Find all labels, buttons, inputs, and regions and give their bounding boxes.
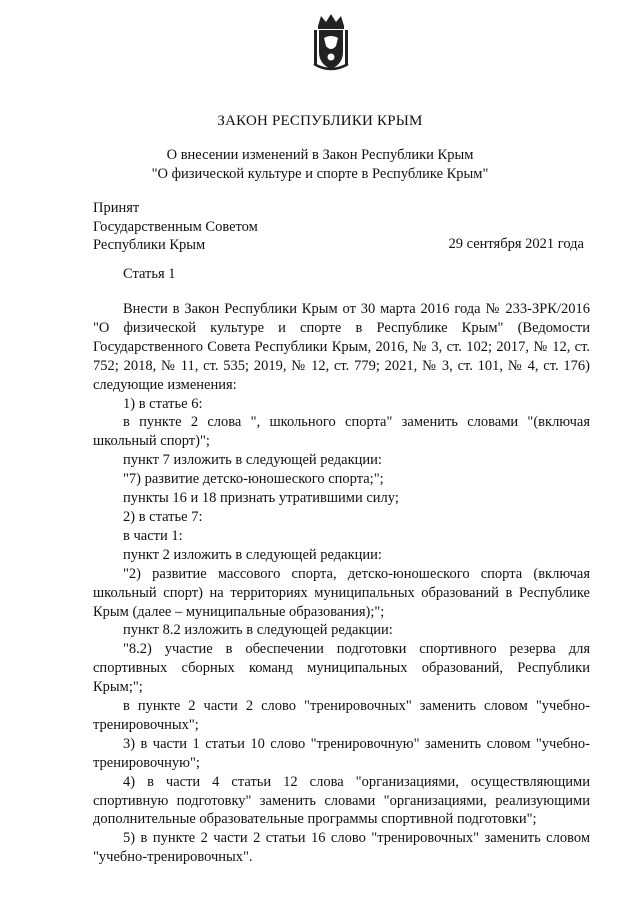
paragraph: 3) в части 1 статьи 10 слово "тренировочную" заменить словом "учебно-тренировочную";: [93, 735, 590, 771]
paragraph: Внести в Закон Республики Крым от 30 марта 2016 года № 233-ЗРК/2016 "О физической культуре и спорте в Республике Крым" (Ведомости Государственного Совета Республики Крым, 2016, № 3, ст. 102; 2017, № 12, ст. 752; 2018, № 11, ст. 535; 2019, № 12, ст. 779; 2021, № 3, ст. 101, № 4, ст. 176) следующие изменения:: [93, 301, 590, 393]
paragraph: в пункте 2 части 2 слово "тренировочных" заменить словом "учебно-тренировочных";: [93, 698, 590, 733]
paragraph: в части 1:: [123, 527, 183, 544]
adoption-line: Государственным Советом: [93, 218, 258, 235]
subtitle-line: О внесении изменений в Закон Республики Крым: [166, 147, 474, 163]
paragraph: "7) развитие детско-юношеского спорта;";: [123, 471, 384, 488]
adoption-line: Принят: [93, 200, 140, 216]
adoption-line: Республики Крым: [93, 237, 206, 253]
adoption-date: 29 сентября 2021 года: [448, 236, 584, 252]
crimea-coat-of-arms-icon: [312, 12, 350, 72]
paragraph: 5) в пункте 2 части 2 статьи 16 слово "тренировочных" заменить словом "учебно-тренировочных".: [93, 830, 590, 866]
subtitle-line: "О физической культуре и спорте в Республике Крым": [151, 166, 489, 182]
article-body: [93, 300, 590, 867]
adoption-block: [93, 199, 258, 255]
paragraph: пункт 2 изложить в следующей редакции:: [123, 546, 382, 563]
paragraph: "8.2) участие в обеспечении подготовки спортивного резерва для спортивных сборных команд муниципальных образований, Республики Крым;";: [93, 641, 590, 696]
paragraph: пункты 16 и 18 признать утратившими силу;: [123, 490, 399, 507]
paragraph: "2) развитие массового спорта, детско-юношеского спорта (включая школьный спорт) на территориях муниципальных образований в Республике Крым (далее – муниципальные образования);";: [93, 565, 590, 620]
paragraph: 4) в части 4 статьи 12 слова "организациями, осуществляющими спортивную подготовку" заменить словами "организациями, реализующими дополнительные образовательные программы спортивной подготовки";: [93, 773, 590, 828]
law-subtitle: [0, 146, 640, 184]
paragraph: в пункте 2 слова ", школьного спорта" заменить словами "(включая школьный спорт)";: [93, 414, 590, 450]
article-heading: Статья 1: [123, 266, 176, 282]
paragraph: 2) в статье 7:: [123, 508, 203, 525]
paragraph: пункт 8.2 изложить в следующей редакции:: [123, 622, 393, 639]
paragraph: 1) в статье 6:: [123, 395, 203, 412]
paragraph: пункт 7 изложить в следующей редакции:: [123, 452, 382, 469]
law-title: ЗАКОН РЕСПУБЛИКИ КРЫМ: [217, 113, 423, 129]
